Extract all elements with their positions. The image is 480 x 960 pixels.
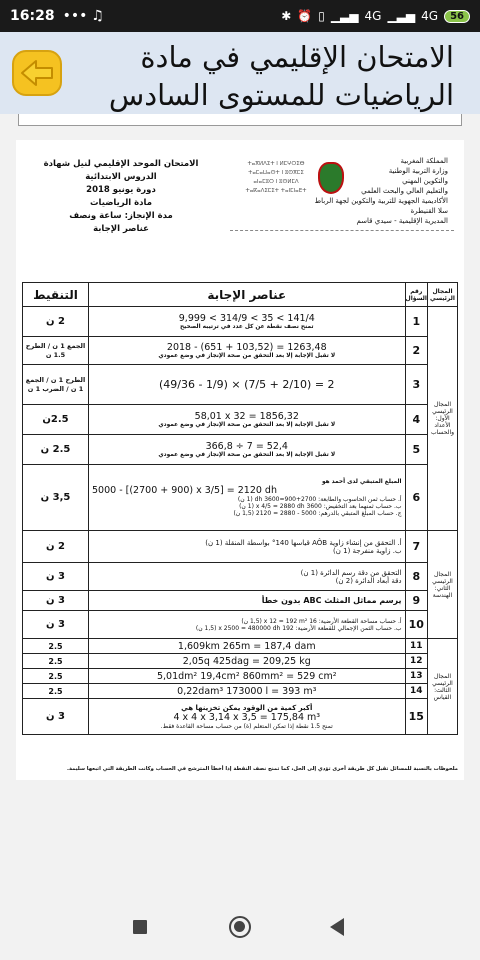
back-button[interactable]: [12, 50, 62, 96]
answer-note: ب. حساب الثمن الإجمالي للقطعة الأرضية: 192 x 2500 = 480000 dh (1,5 ن): [195, 624, 402, 632]
question-number: 3: [405, 365, 427, 405]
ministry-line: والتكوين المهني: [402, 177, 448, 185]
domain-cell: المجال الرئيسي الثالث: القياس: [428, 639, 458, 735]
answer-sub: تمنح 1.5 نقطة إذا تمكن المتعلم (ة) من حساب مساحة القاعدة فقط.: [160, 722, 333, 730]
question-number: 9: [405, 591, 427, 611]
question-number: 11: [405, 639, 427, 654]
table-row: [23, 307, 458, 337]
answer-cell: [89, 531, 406, 563]
col-number: رقم السؤال: [405, 283, 427, 307]
question-number: 8: [405, 563, 427, 591]
answer-note: أكبر كمية من الوقود يمكن تخزينها هي: [181, 703, 313, 712]
points-cell: 3 ن: [23, 563, 89, 591]
recent-apps-icon[interactable]: [133, 920, 147, 934]
answer-eq: 5,01dm² 19,4cm² 860mm² = 529 cm²: [156, 670, 337, 682]
points-cell: 3 ن: [23, 699, 89, 735]
col-answer: عناصر الإجابة: [89, 283, 406, 307]
answer-eq: 0,22dam³ 173000 l = 393 m³: [177, 685, 317, 697]
answer-eq: 2018 - (651 + 103,52) = 1263,48: [166, 342, 327, 353]
exam-info: [26, 158, 216, 236]
answer-cell: [89, 669, 406, 684]
table-row: [23, 435, 458, 465]
points-cell: 2.5: [23, 669, 89, 684]
grading-table: [22, 282, 458, 735]
points-cell: 3 ن: [23, 591, 89, 611]
back-arrow-icon: [20, 58, 54, 88]
domain-cell: المجال الرئيسي الثاني: الهندسة: [428, 531, 458, 639]
table-row: [23, 531, 458, 563]
answer-cell: [89, 591, 406, 611]
answer-note: ب. زاوية منفرجة (1 ن): [332, 546, 402, 555]
answer-cell: [89, 563, 406, 591]
question-number: 4: [405, 405, 427, 435]
points-cell: 2.5: [23, 684, 89, 699]
points-cell: [23, 337, 89, 365]
footnote: ملحوظات بالنسبة للمسائل تقبل كل طريقة أخرى تؤدي إلى الحل، كما تمنح نصف النقطة إذا أخطأ المترشح في الحساب وكانت الطريقة التي اتبعها سليمة.: [67, 766, 458, 772]
question-number: 13: [405, 669, 427, 684]
divider: [230, 230, 454, 231]
answer-sub: ج. حساب المبلغ المتبقي بالدرهم: 5000 - 2880 = 2120 (1,5 ن): [233, 509, 402, 517]
answer-cell: [89, 405, 406, 435]
bluetooth-icon: ✱: [281, 9, 292, 23]
answer-eq: (49/36 - 1/9) × (7/5 + 2/10) = 2: [158, 378, 335, 391]
question-number: 15: [405, 699, 427, 735]
exam-line: عناصر الإجابة: [93, 224, 149, 234]
table-row: [23, 669, 458, 684]
back-triangle-icon[interactable]: [330, 918, 344, 936]
exam-line: مادة الرياضيات: [90, 198, 152, 208]
answer-note: لا تقبل الإجابة إلا بعد التحقق من صحة الإنجاز في وضع عمودي: [158, 422, 336, 428]
points-cell: 2 ن: [23, 307, 89, 337]
answer-eq: 1,609km 265m = 187,4 dam: [177, 640, 316, 652]
col-points: التنقيط: [23, 283, 89, 307]
points-cell: 2.5: [23, 654, 89, 669]
tifinagh-line: ⵜⴰⴽⴰⴷⵉⵎⵉⵜ ⵜⴰⵏⵎⵏⴰⴹⵜ: [245, 188, 307, 194]
answer-sub: ب. حساب ثمنهما بعد التخفيض: 3600 x 4/5 = 2880 dh (1 ن): [239, 502, 402, 510]
answer-eq: 9,999 < 314/9 < 35 < 141/4: [178, 313, 315, 324]
table-row: [23, 337, 458, 365]
answer-cell: [89, 337, 406, 365]
alarm-icon: ⏰: [297, 9, 313, 23]
ministry-line: المديرية الإقليمية - سيدي قاسم: [356, 217, 448, 225]
answer-eq: 366,8 ÷ 7 = 52,4: [205, 441, 288, 452]
network-label-1: 4G: [364, 9, 382, 23]
question-number: 2: [405, 337, 427, 365]
page-title: الامتحان الإقليمي في مادة الرياضيات للمستوى السادس: [108, 40, 454, 112]
signal-icon-2: ▁▃▅: [387, 9, 416, 23]
notification-icon: •••: [62, 8, 88, 24]
signal-icon: ▁▃▅: [330, 9, 359, 23]
points-cell: 2 ن: [23, 531, 89, 563]
answer-cell: [89, 639, 406, 654]
answer-eq: يرسم مماثل المثلث ABC بدون خطأ: [261, 596, 402, 605]
table-row: [23, 563, 458, 591]
points-value: الطرح 1 ن / الجمع 1 ن / الضرب 1 ن: [25, 375, 86, 393]
table-row: [23, 639, 458, 654]
tifinagh-line: ⵜⴰⵎⴰⵡⴰⵙⵜ ⵏ ⵓⵙⴳⵎⵉ: [248, 170, 304, 176]
table-row: [23, 405, 458, 435]
table-row: [23, 591, 458, 611]
answer-note: تمنح نصف نقطة عن كل عدد في ترتيبه الصحيح: [180, 324, 314, 330]
headphones-icon: ♫: [91, 8, 104, 24]
table-row: [23, 699, 458, 735]
table-header-row: [23, 283, 458, 307]
domain-cell: المجال الرئيسي الأول: الأعداد والحساب: [428, 307, 458, 531]
answer-note: لا تقبل الإجابة إلا بعد التحقق من صحة الإنجاز في وضع عمودي: [158, 353, 336, 359]
answer-cell: [89, 654, 406, 669]
points-cell: [23, 365, 89, 405]
table-row: [23, 465, 458, 531]
status-right: [281, 9, 470, 23]
answer-note: المبلغ المتبقي لدى أحمد هو: [322, 478, 402, 485]
answer-eq: التحقق من دقة رسم الدائرة (1 ن): [300, 568, 402, 577]
document-top-edge: [18, 114, 462, 126]
question-number: 6: [405, 465, 427, 531]
points-cell: 3,5 ن: [23, 465, 89, 531]
answer-eq: أ. حساب مساحة القطعة الأرضية: 16 x 12 = 192 m² (1,5 ن): [241, 617, 402, 625]
exam-line: دورة يونيو 2018: [86, 185, 156, 195]
ministry-line: والتعليم العالي والبحث العلمي: [361, 187, 448, 195]
question-number: 14: [405, 684, 427, 699]
col-domain: المجال الرئيسي: [428, 283, 458, 307]
answer-note: دقة أبعاد الدائرة (2 ن): [335, 576, 402, 585]
points-cell: 2.5 ن: [23, 435, 89, 465]
answer-note: لا تقبل الإجابة إلا بعد التحقق من صحة الإنجاز في وضع عمودي: [158, 452, 336, 458]
answer-cell: [89, 307, 406, 337]
points-cell: 3 ن: [23, 611, 89, 639]
notification-icons: [63, 8, 104, 24]
answer-eq: أ. التحقق من إنشاء زاوية AÔB قياسها 140° بواسطة المنقلة (1 ن): [205, 538, 402, 547]
question-number: 12: [405, 654, 427, 669]
answer-sub: أ. حساب ثمن الحاسوب والطابعة: 2700+900=3600 dh (1 ن): [237, 495, 402, 503]
exam-line: مدة الإنجاز: ساعة ونصف: [69, 211, 173, 221]
tifinagh-line: ⴰⵏⴰⵎⵓⵔ ⵏ ⵓⵙⵍⵎⴷ: [253, 179, 299, 185]
app-header: [0, 32, 480, 114]
question-number: 7: [405, 531, 427, 563]
ministry-line: وزارة التربية الوطنية: [388, 167, 448, 175]
answer-eq: 58,01 x 32 = 1856,32: [194, 411, 299, 422]
table-row: [23, 684, 458, 699]
answer-eq: 4 x 4 x 3,14 x 3,5 = 175,84 m³: [173, 711, 321, 723]
status-time: 16:28: [10, 8, 55, 24]
tifinagh-line: ⵜⴰⴳⵍⴷⵉⵜ ⵏ ⵍⵎⵖⵔⵉⴱ: [247, 161, 305, 167]
ministry-line: المملكة المغربية: [400, 157, 448, 165]
answer-cell: [89, 365, 406, 405]
ministry-info: [308, 156, 448, 226]
ministry-line: الأكاديمية الجهوية للتربية والتكوين لجهة الرباط سلا القنيطرة: [314, 197, 448, 215]
tifinagh-header: [236, 160, 316, 196]
answer-cell: [89, 699, 406, 735]
status-bar: [0, 0, 480, 32]
table-row: [23, 611, 458, 639]
question-number: 5: [405, 435, 427, 465]
points-value: الجمع 1 ن / الطرح 1.5 ن: [25, 341, 86, 359]
answer-cell: [89, 611, 406, 639]
question-number: 10: [405, 611, 427, 639]
answer-cell: [89, 435, 406, 465]
exam-line: الدروس الابتدائية: [85, 172, 157, 182]
answer-cell: [89, 465, 406, 531]
points-cell: 2.5: [23, 639, 89, 654]
question-number: 1: [405, 307, 427, 337]
table-row: [23, 654, 458, 669]
navigation-bar: [0, 896, 480, 960]
points-cell: 2.5ن: [23, 405, 89, 435]
answer-cell: [89, 684, 406, 699]
home-icon[interactable]: [229, 916, 251, 938]
table-row: [23, 365, 458, 405]
vibrate-icon: ▯: [318, 9, 325, 23]
exam-line: الامتحان الموحد الإقليمي لنيل شهادة: [43, 159, 199, 169]
answer-key-document[interactable]: [16, 140, 464, 780]
answer-eq: 5000 - [(2700 + 900) x 3/5] = 2120 dh: [92, 484, 277, 496]
network-label-2: 4G: [421, 9, 439, 23]
answer-eq: 2,05q 425dag = 209,25 kg: [182, 655, 311, 667]
battery-icon: 56: [444, 10, 470, 23]
